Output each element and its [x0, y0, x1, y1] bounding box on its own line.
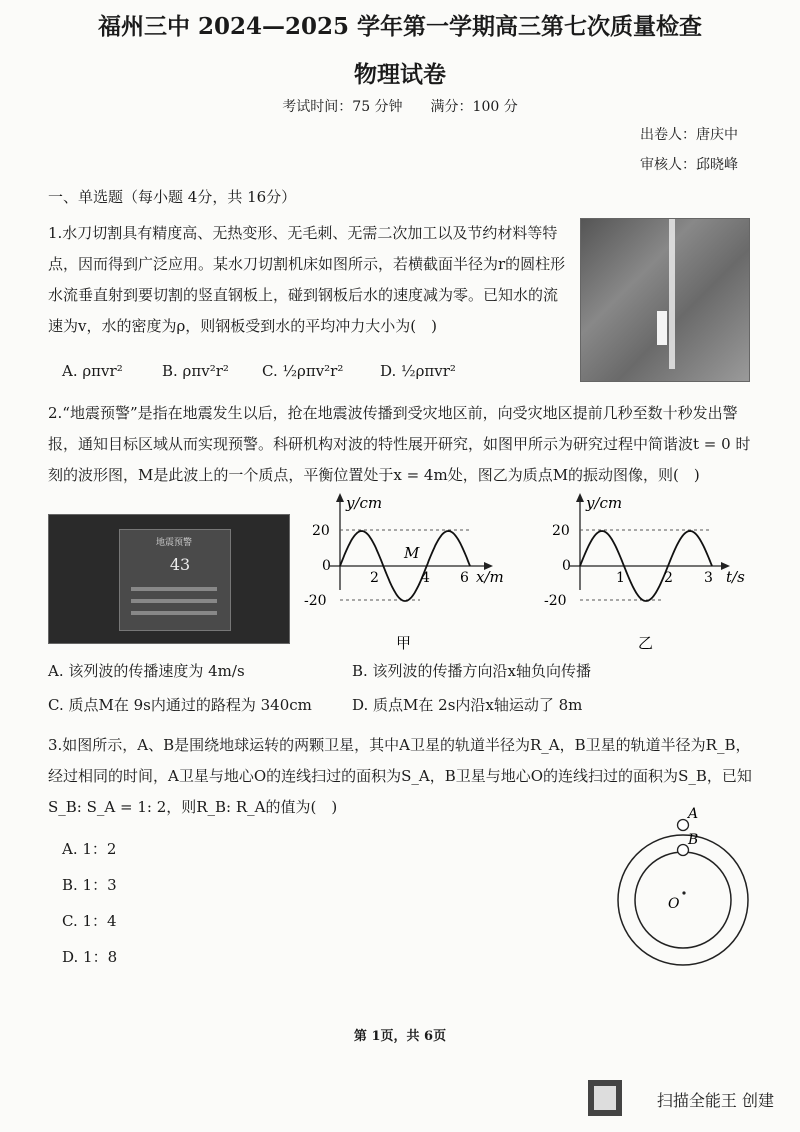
q3-option-b: B. 1：3: [62, 876, 117, 894]
graph-a-xtick-6: 6: [460, 570, 469, 586]
earth-center: [682, 891, 685, 894]
question-2-text: 2.“地震预警”是指在地震发生以后，抢在地震波传播到受灾地区前，向受灾地区提前几秒至数十秒发出警报，通知目标区域从而实现预警。科研机构对波的特性展开研究，如图甲所示为研究过程中简谐波t = 0 时刻的波形图，M是此波上的一个质点，平衡位置处于x = 4m处，图乙为质点M的振动图像，则( ): [48, 404, 751, 484]
wave-graph-a: [300, 490, 520, 656]
graph-a-xlabel: x/m: [476, 568, 504, 586]
graph-a-point-m: M: [404, 544, 420, 562]
q3-option-a: A. 1：2: [62, 840, 117, 858]
satellite-a: [678, 820, 689, 831]
graph-b-caption: 乙: [638, 634, 654, 652]
graph-b-ytick-20: 20: [552, 523, 570, 539]
orbit-diagram: [600, 800, 770, 1000]
graph-a-ytick-20: 20: [312, 523, 330, 539]
graph-a-ytick-neg20: -20: [304, 593, 327, 609]
section-heading: 一、单选题（每小题 4分，共 16分）: [48, 188, 297, 206]
reviewer: 审核人：邱晓峰: [640, 157, 738, 173]
q2-option-d: D. 质点M在 2s内沿x轴运动了 8m: [352, 696, 583, 714]
q1-option-c: C. ½ρπv²r²: [262, 362, 344, 380]
q2-option-c: C. 质点M在 9s内通过的路程为 340cm: [48, 696, 312, 714]
graph-b-xlabel: t/s: [726, 568, 745, 586]
orbit-b: [635, 852, 731, 948]
graph-b-ylabel: y/cm: [586, 494, 623, 512]
screen-title: 地震预警: [155, 538, 192, 548]
graph-a-caption: 甲: [396, 634, 412, 652]
graph-b-xtick-2: 2: [664, 570, 673, 586]
label-o: O: [668, 896, 680, 912]
graph-a-ylabel: y/cm: [346, 494, 383, 512]
waterjet-photo: [580, 218, 750, 382]
label-a: A: [688, 806, 699, 822]
question-1-text: 1.水刀切割具有精度高、无热变形、无毛刺、无需二次加工以及节约材料等特点，因而得到广泛应用。某水刀切割机床如图所示，若横截面半径为r的圆柱形水流垂直射到要切割的竖直钢板上，碰到钢板后水的速度减为零。已知水的流速为v，水的密度为ρ，则钢板受到水的平均冲力大小为( ): [48, 224, 566, 335]
satellite-b: [678, 845, 689, 856]
graph-b-ytick-neg20: -20: [544, 593, 567, 609]
graph-b-xtick-1: 1: [616, 570, 625, 586]
label-b: B: [688, 832, 699, 848]
exam-info: 考试时间：75 分钟 满分：100 分: [282, 99, 518, 115]
exam-title: 福州三中 2024—2025 学年第一学期高三第七次质量检查: [97, 13, 703, 40]
vibration-graph-b: [540, 490, 760, 656]
earthquake-screen-photo: [48, 514, 290, 644]
graph-a-ytick-0: 0: [322, 558, 331, 574]
graph-b-ytick-0: 0: [562, 558, 571, 574]
q1-option-b: B. ρπv²r²: [162, 362, 229, 380]
exam-subtitle: 物理试卷: [354, 61, 446, 88]
page-footer: 第 1页，共 6页: [353, 1029, 447, 1044]
author: 出卷人：唐庆中: [640, 127, 738, 143]
q3-option-c: C. 1：4: [62, 912, 117, 930]
q1-option-a: A. ρπvr²: [62, 362, 123, 380]
scan-watermark: 扫描全能王 创建: [656, 1091, 774, 1110]
screen-number: 43: [169, 555, 191, 574]
q3-option-d: D. 1：8: [62, 948, 118, 966]
graph-b-xtick-3: 3: [704, 570, 713, 586]
q2-option-a: A. 该列波的传播速度为 4m/s: [48, 662, 245, 680]
question-3-text: 3.如图所示，A、B是围绕地球运转的两颗卫星，其中A卫星的轨道半径为R_A，B卫星的轨道半径为R_B，经过相同的时间，A卫星与地心O的连线扫过的面积为S_A，B卫星与地心O的连线扫过的面积为S_B，已知S_B: S_A = 1: 2，则R_B: R_A的值为( ): [48, 736, 752, 816]
graph-a-xtick-2: 2: [370, 570, 379, 586]
q2-option-b: B. 该列波的传播方向沿x轴负向传播: [352, 662, 592, 680]
q1-option-d: D. ½ρπvr²: [380, 362, 456, 380]
graph-a-xtick-4: 4: [421, 570, 430, 586]
camscanner-logo-icon: [588, 1080, 622, 1116]
